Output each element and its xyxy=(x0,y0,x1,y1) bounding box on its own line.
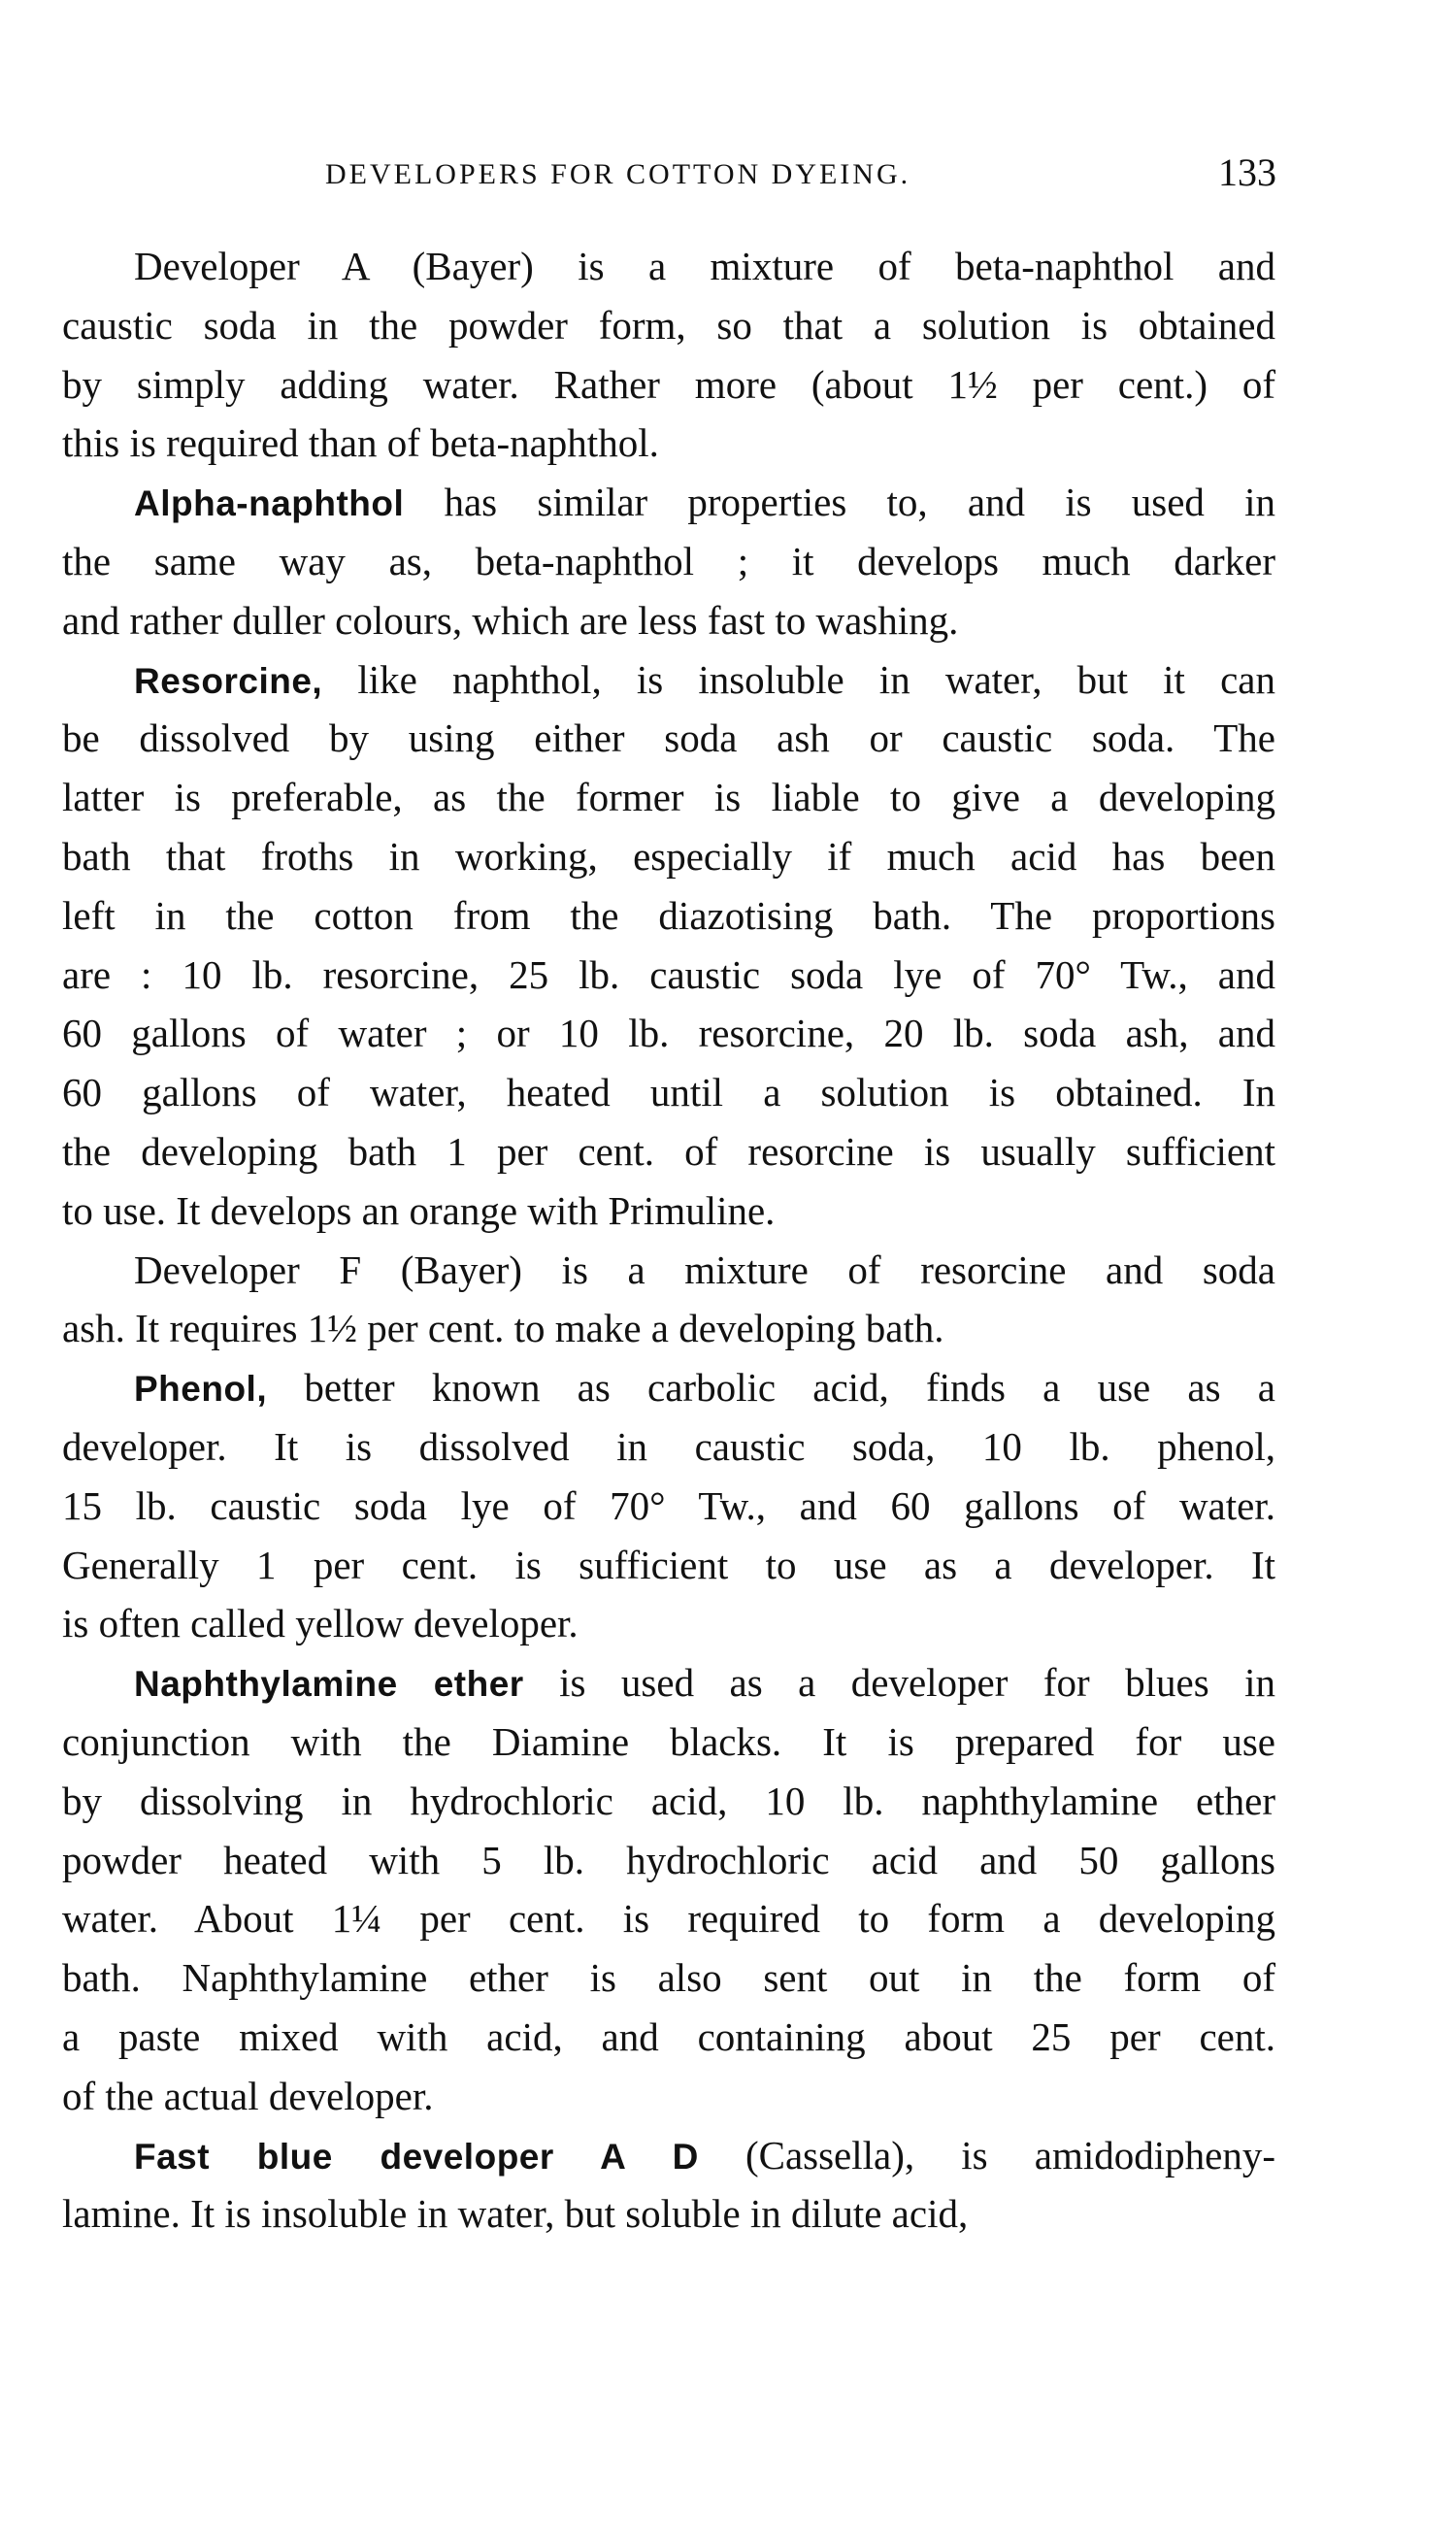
paragraph xyxy=(62,1241,1275,1359)
text-line xyxy=(62,827,1275,886)
paragraph xyxy=(62,2126,1275,2244)
text-line xyxy=(62,1299,1275,1358)
text-line xyxy=(62,414,1275,473)
line-text: caustic soda in the powder form, so that a solution is obtained xyxy=(62,302,1275,348)
line-text: is used as a developer for blues in xyxy=(523,1660,1275,1706)
paragraph xyxy=(62,650,1275,1241)
line-text: the developing bath 1 per cent. of resorcine is usually sufficient xyxy=(62,1128,1275,1174)
text-line xyxy=(62,1477,1275,1536)
running-head xyxy=(325,150,1276,196)
paragraph xyxy=(62,473,1275,649)
line-text: Developer A (Bayer) is a mixture of beta-naphthol and xyxy=(134,244,1275,288)
paragraph xyxy=(62,1653,1275,2125)
text-line xyxy=(62,1004,1275,1063)
text-line xyxy=(62,591,1275,650)
line-text: is often called yellow developer. xyxy=(62,1601,579,1646)
line-text: developer. It is dissolved in caustic soda, 10 lb. phenol, xyxy=(62,1423,1275,1469)
bold-term: Alpha-naphthol xyxy=(134,483,405,524)
line-text: 60 gallons of water, heated until a solution is obtained. In xyxy=(62,1070,1275,1115)
line-text: 15 lb. caustic soda lye of 70° Tw., and 60 gallons of water. xyxy=(62,1482,1275,1528)
paragraph xyxy=(62,1358,1275,1653)
line-text: water. About 1¼ per cent. is required to form a developing xyxy=(62,1896,1275,1942)
text-line xyxy=(62,1889,1275,1948)
body-text xyxy=(62,237,1275,2244)
text-line xyxy=(62,1063,1275,1122)
line-text: has similar properties to, and is used in xyxy=(404,480,1275,525)
line-text: Generally 1 per cent. is sufficient to use as a developer. It xyxy=(62,1542,1275,1587)
line-text: (Cassella), is amidodipheny- xyxy=(698,2132,1275,2178)
line-text: of the actual developer. xyxy=(62,2073,434,2118)
line-text: be dissolved by using either soda ash or caustic soda. The xyxy=(62,715,1275,761)
text-line xyxy=(62,1831,1275,1890)
text-line xyxy=(62,650,1275,710)
text-line xyxy=(62,2067,1275,2126)
line-text: a paste mixed with acid, and containing about 25 per cent. xyxy=(62,2013,1275,2059)
text-line xyxy=(62,1536,1275,1595)
text-line xyxy=(62,1181,1275,1241)
line-text: bath that froths in working, especially if much acid has been xyxy=(62,833,1275,879)
text-line xyxy=(62,1772,1275,1831)
text-line xyxy=(62,355,1275,415)
line-text: better known as carbolic acid, finds a use as a xyxy=(267,1365,1275,1411)
line-text: conjunction with the Diamine blacks. It is prepared for use xyxy=(62,1718,1275,1764)
bold-term: Resorcine, xyxy=(134,660,323,701)
bold-term: Phenol, xyxy=(134,1369,268,1410)
line-text: ash. It requires 1½ per cent. to make a developing bath. xyxy=(62,1306,944,1351)
page-number: 133 xyxy=(1218,150,1276,194)
bold-term: Naphthylamine ether xyxy=(134,1664,524,1705)
text-line xyxy=(62,1122,1275,1181)
text-line xyxy=(62,296,1275,355)
paragraph xyxy=(62,237,1275,473)
text-line xyxy=(62,237,1275,296)
line-text: powder heated with 5 lb. hydrochloric acid and 50 gallons xyxy=(62,1837,1275,1882)
line-text: like naphthol, is insoluble in water, but it can xyxy=(322,656,1275,702)
line-text: and rather duller colours, which are less fast to washing. xyxy=(62,597,959,643)
text-line xyxy=(62,709,1275,768)
line-text: lamine. It is insoluble in water, but soluble in dilute acid, xyxy=(62,2191,969,2237)
text-line xyxy=(62,1417,1275,1477)
text-line xyxy=(62,768,1275,827)
text-line xyxy=(62,1712,1275,1772)
text-line xyxy=(62,1594,1275,1653)
line-text: to use. It develops an orange with Primuline. xyxy=(62,1187,776,1233)
text-line xyxy=(62,2184,1275,2244)
running-title: DEVELOPERS FOR COTTON DYEING. xyxy=(325,158,911,190)
line-text: are : 10 lb. resorcine, 25 lb. caustic soda lye of 70° Tw., and xyxy=(62,951,1275,997)
text-line xyxy=(62,2008,1275,2067)
line-text: by dissolving in hydrochloric acid, 10 lb. naphthylamine ether xyxy=(62,1778,1275,1823)
text-line xyxy=(62,886,1275,946)
text-line xyxy=(62,2126,1275,2185)
text-line xyxy=(62,1948,1275,2008)
text-line xyxy=(62,1358,1275,1417)
text-line xyxy=(62,532,1275,591)
text-line xyxy=(62,1653,1275,1712)
line-text: by simply adding water. Rather more (about 1½ per cent.) of xyxy=(62,361,1275,407)
bold-term: Fast blue developer A D xyxy=(134,2136,699,2177)
line-text: left in the cotton from the diazotising bath. The proportions xyxy=(62,892,1275,938)
line-text: Developer F (Bayer) is a mixture of resorcine and soda xyxy=(134,1247,1275,1292)
text-line xyxy=(62,946,1275,1005)
line-text: this is required than of beta-naphthol. xyxy=(62,420,659,466)
line-text: bath. Naphthylamine ether is also sent out in the form of xyxy=(62,1955,1275,2001)
text-line xyxy=(62,473,1275,532)
line-text: latter is preferable, as the former is liable to give a developing xyxy=(62,775,1275,820)
line-text: 60 gallons of water ; or 10 lb. resorcine, 20 lb. soda ash, and xyxy=(62,1011,1275,1056)
line-text: the same way as, beta-naphthol ; it develops much darker xyxy=(62,538,1275,583)
text-line xyxy=(62,1241,1275,1300)
